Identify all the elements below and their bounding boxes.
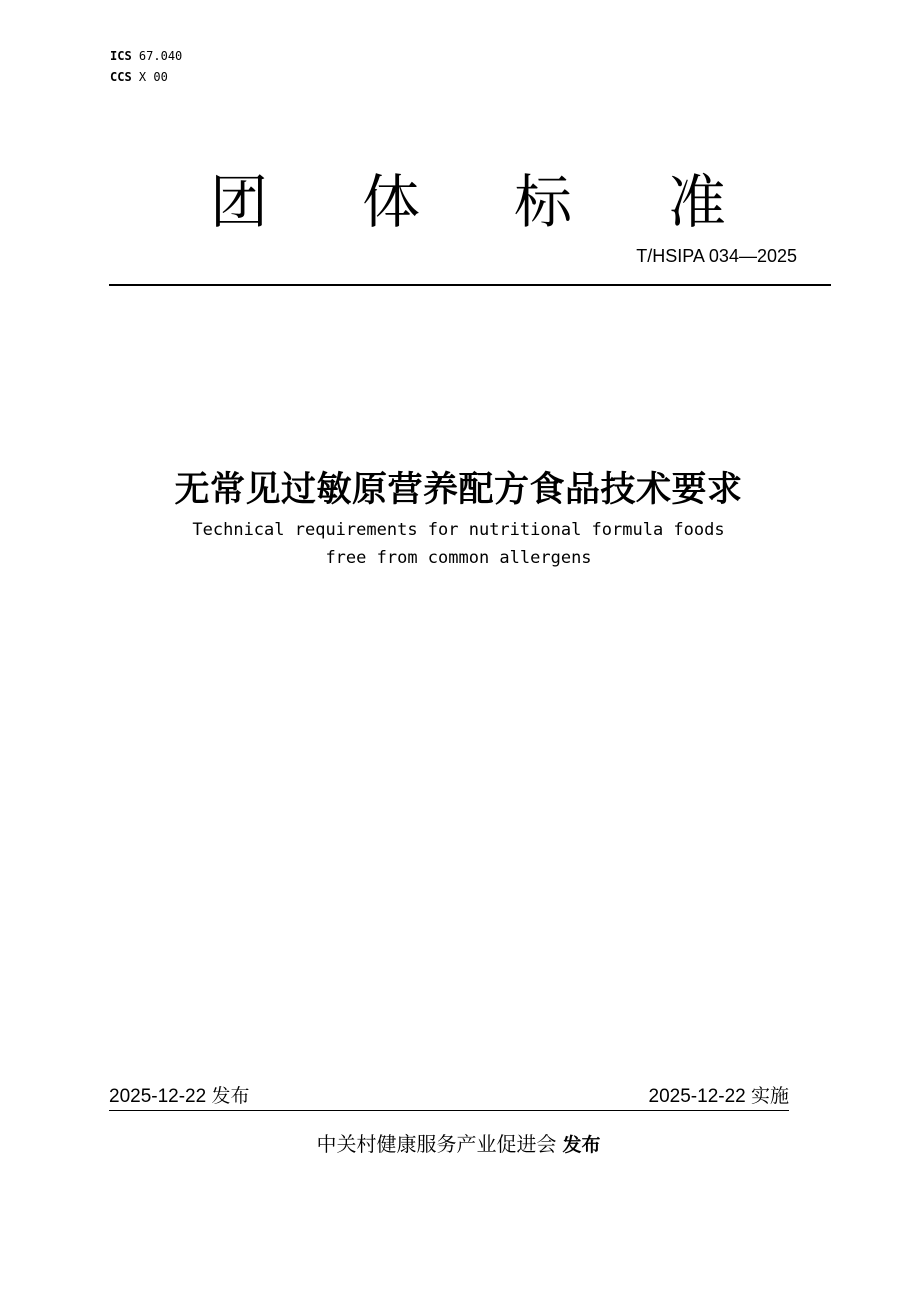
publisher-action: 发布: [562, 1134, 601, 1156]
standard-type-char-1: 团: [210, 168, 269, 236]
standard-type-char-2: 体: [362, 168, 421, 236]
standard-type-char-4: 准: [668, 168, 727, 236]
publisher-organization: 中关村健康服务产业促进会: [316, 1132, 557, 1156]
header-divider: [109, 284, 831, 286]
title-english-line-2: free from common allergens: [325, 548, 592, 568]
ics-line: [110, 46, 182, 67]
ccs-value: X 00: [138, 70, 168, 84]
ics-label: ICS: [110, 49, 132, 63]
publisher-line: [0, 1129, 917, 1160]
standard-type-char-3: 标: [514, 168, 573, 236]
ccs-label: CCS: [110, 70, 132, 84]
ccs-line: [110, 67, 182, 88]
standard-type-heading: [110, 165, 830, 240]
implementation-date: 2025-12-22 实施: [648, 1086, 789, 1107]
title-english: [0, 516, 917, 572]
classification-codes: [110, 46, 182, 88]
issue-date: 2025-12-22 发布: [109, 1086, 250, 1107]
title-english-line-1: Technical requirements for nutritional formula foods: [192, 520, 725, 540]
dates-row: [109, 1084, 789, 1111]
title-chinese: 无常见过敏原营养配方食品技术要求: [174, 470, 743, 510]
ics-value: 67.040: [138, 49, 183, 63]
standard-number: T/HSIPA 034—2025: [636, 246, 797, 266]
